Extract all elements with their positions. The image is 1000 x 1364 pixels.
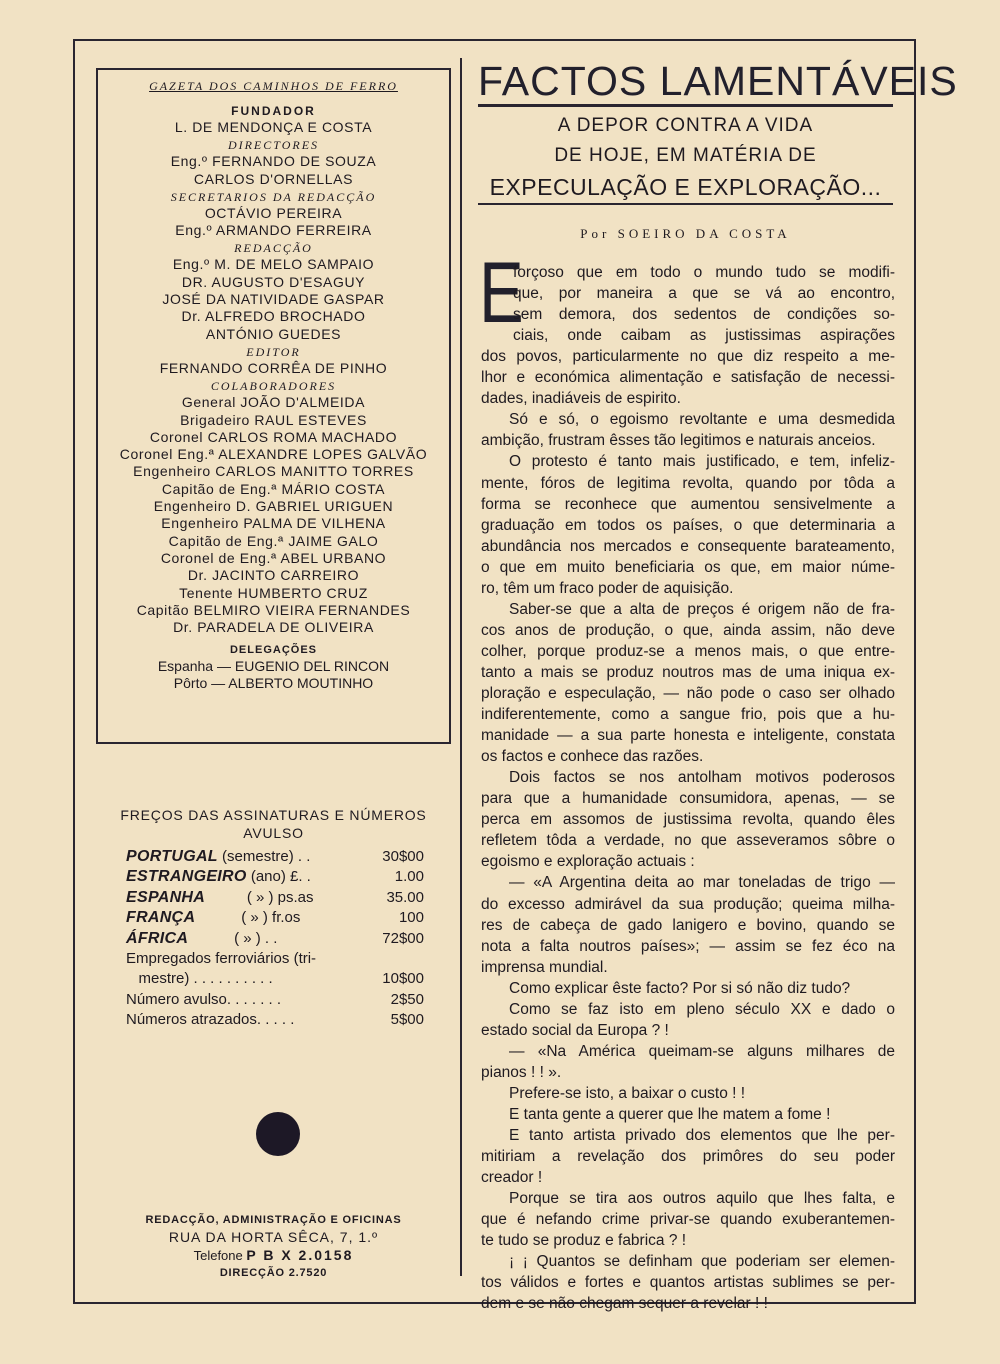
article-line: ambição, frustram êsses tão legitimos e naturais anceios. [481,432,876,450]
article-line: ciais, onde caibam as justissimas aspirações [513,327,895,345]
article-line: os factos e conhece das razões. [481,748,704,766]
price-label [126,930,277,947]
price-period: Empregados ferroviários (tri- [126,949,317,967]
prices-table [126,847,426,1031]
article-line: perca em assomos de justissima revolta, quando êles [481,811,895,829]
phone-line [96,1246,451,1265]
article-line: res de cabeça de gado lanigero e bovino, quando se [481,916,895,934]
colaborador-name: Engenheiro CARLOS MANITTO TORRES [133,463,414,480]
article-line: tanto a mais se produz noutros mas de uma iniqua ex- [481,663,895,681]
article-subtitle: A DEPOR CONTRA A VIDA [557,115,814,136]
column-divider [460,58,462,1276]
redaccao-name: ANTÓNIO GUEDES [205,325,342,342]
colaborador-name: Coronel de Eng.ª ABEL URBANO [160,549,387,566]
price-label [126,970,273,987]
article-line: egoismo e exploração actuais : [481,853,695,871]
article-line: E tanta gente a querer que lhe matem a fome ! [509,1106,831,1123]
phone-number: P B X 2.0158 [246,1247,354,1263]
journal-name: GAZETA DOS CAMINHOS DE FERRO [149,79,398,93]
article-line: O protesto é tanto mais justificado, e tem, infeliz- [509,453,895,471]
article-line: cos anos de produção, o que, ainda assim, não deve [481,621,895,639]
article-line: lhor e económica alimentação e satisfação de necessi- [481,369,895,387]
article-line: ¡ ¡ Quantos se definham que poderiam ser elemen- [509,1253,895,1271]
article-title: FACTOS LAMENTÁVEIS [478,58,958,104]
price-label [126,909,300,926]
delegations-heading: DELEGAÇÕES [229,644,317,657]
article-line: Saber-se que a alta de preços é origem não de fra- [509,600,895,618]
article-line: Porque se tira aos outros aquilo que lhes falta, e [509,1190,895,1208]
article-line: para que a humanidade consumidora, apenas, — se [481,790,895,808]
article-line: Como explicar êste facto? Por si só não diz tudo? [509,979,851,997]
colaborador-name: General JOÃO D'ALMEIDA [181,394,366,411]
article-line: colher, porque produz-se a menos mais, o que entre- [481,642,895,660]
direction-phone: DIRECÇÃO 2.7520 [219,1267,328,1279]
drop-cap: E [479,245,524,341]
price-row [126,929,426,949]
colaborador-name: Tenente HUMBERTO CRUZ [179,584,368,601]
price-period: Números atrazados. . . . . [126,1011,295,1029]
editor-name: FERNANDO CORRÊA DE PINHO [159,359,388,376]
article-line: — «Na América queimam-se alguns milhares de [509,1042,895,1060]
address-block [96,1212,451,1281]
price-label [126,868,311,885]
phone-label: Telefone [193,1248,247,1263]
article-line: tos válidos e fortes e quantos artistas sublimes se per- [481,1274,895,1292]
price-value: 5$00 [390,1011,424,1029]
article-line: dos povos, particularmente no que diz respeito a me- [481,348,895,366]
colaborador-name: Dr. PARADELA DE OLIVEIRA [173,619,374,636]
address-heading: REDACÇÃO, ADMINISTRAÇÃO E OFICINAS [145,1214,402,1226]
article-line: Como se faz isto em pleno século XX e dado o [509,1000,895,1018]
article-line: sem demora, dos sedentos de condições so- [513,306,895,324]
colaborador-name: Engenheiro D. GABRIEL URIGUEN [153,498,394,515]
prices-title [96,806,451,842]
price-row [126,888,426,908]
article-line: Dois factos se nos antolham motivos poderosos [509,769,895,787]
price-value: 10$00 [382,970,424,988]
director-name: Eng.º FERNANDO DE SOUZA [170,153,377,170]
colaborador-name: Coronel Eng.ª ALEXANDRE LOPES GALVÃO [119,446,428,463]
subtitle-rule [478,203,893,205]
directors-heading: DIRECTORES [227,138,320,153]
article-line: — «A Argentina deita ao mar toneladas de trigo — [509,874,895,892]
article-line: creador ! [481,1169,543,1187]
street-address: RUA DA HORTA SÊCA, 7, 1.º [168,1229,379,1245]
redaccao-name: DR. AUGUSTO D'ESAGUY [181,273,366,290]
article-line: indiferentemente, como a sangue frio, pois que a hu- [481,706,895,724]
colaboradores-list [98,394,449,636]
colaborador-name: Coronel CARLOS ROMA MACHADO [149,428,398,445]
director-name: CARLOS D'ORNELLAS [193,170,354,187]
article-line: nota a falta noutros países»; — assim se fez éco na [481,937,895,955]
price-period: (ano) £. . [246,868,311,886]
delegation-entry: Pôrto — ALBERTO MOUTINHO [173,675,374,692]
editor-heading: EDITOR [246,344,301,359]
prices-title-line: FREÇOS DAS ASSINATURAS E NÚMEROS [120,807,427,823]
price-period: Número avulso. . . . . . . [126,990,282,1008]
price-row [126,908,426,928]
price-value: 100 [398,909,424,927]
price-period: ( » ) . . [188,929,278,947]
price-value: 2$50 [390,990,424,1008]
founder-heading: FUNDADOR [231,104,316,118]
price-row [126,969,426,989]
article-line: te tudo se produz e fabrica ? ! [481,1232,687,1250]
redaccao-name: Dr. ALFREDO BROCHADO [181,308,366,325]
article-line: que é nefando crime privar-se quando exuberantemen- [481,1211,895,1229]
price-label [126,1011,294,1028]
price-region: ÁFRICA [126,929,189,947]
price-region: PORTUGAL [126,848,218,865]
price-value: 72$00 [382,929,424,947]
redaccao-name: JOSÉ DA NATIVIDADE GASPAR [162,291,385,308]
price-row [126,949,426,969]
article-line: refletem tôda a verdade, no que asseveramos sôbre o [481,832,895,850]
article-line: graduação em todos os países, o que determinaria a [481,516,895,534]
article-line: manidade — a sua parte honesta e inteligente, constata [481,727,895,745]
price-region: ESTRANGEIRO [126,868,247,886]
colaboradores-heading: COLABORADORES [210,379,337,394]
article-line: mente, fóros de legitima revolta, quando por tôda a [481,474,895,492]
secretaries-heading: SECRETARIOS DA REDACÇÃO [170,189,377,204]
price-region: ESPANHA [126,888,206,906]
article-line: do excesso admirável da sua produção; queima milha- [481,895,895,913]
article-line: o que em muito beneficiaria os que, em maior núme- [481,558,895,576]
price-label [126,889,314,906]
article-line: forma se reconhece que aumentou sensivelmente a [481,495,895,513]
prices-title-line: AVULSO [243,825,304,841]
price-value: 30$00 [382,848,424,865]
article-line: forçoso que em todo o mundo tudo se modifi- [513,264,895,281]
article-line: Só e só, o egoismo revoltante e uma desmedida [509,411,895,429]
colaborador-name: Dr. JACINTO CARREIRO [187,567,360,584]
price-row [126,990,426,1010]
price-value: 1.00 [394,868,424,886]
colaborador-name: Capitão de Eng.ª JAIME GALO [168,532,379,549]
price-row [126,1010,426,1030]
price-value: 35.00 [386,888,424,906]
colaborador-name: Brigadeiro RAUL ESTEVES [180,411,367,428]
price-row [126,867,426,887]
article-line: pianos ! ! ». [481,1063,562,1081]
article-subtitle: DE HOJE, EM MATÉRIA DE [554,145,817,166]
redaccao-name: Eng.º M. DE MELO SAMPAIO [172,256,375,273]
price-period: ( » ) fr.os [195,909,301,927]
article-subtitle-emphasis: EXPECULAÇÃO E EXPLORAÇÃO... [489,174,882,200]
delegation-entry: Espanha — EUGENIO DEL RINCON [157,658,390,675]
article-line: estado social da Europa ? ! [481,1021,669,1039]
article-line: E tanto artista privado dos elementos que lhe per- [509,1127,895,1145]
article-line: ploração e especulação, — não pode o caso ser olhado [481,685,895,702]
secretary-name: Eng.º ARMANDO FERREIRA [175,222,372,239]
colaborador-name: Capitão BELMIRO VIEIRA FERNANDES [136,601,411,618]
price-region: FRANÇA [126,909,196,927]
article-line: ro, têm um fraco poder de aquisição. [481,579,734,597]
price-period: (semestre) . . [217,848,311,865]
article-byline: Por SOEIRO DA COSTA [580,226,791,241]
title-rule [478,104,893,107]
price-label [126,991,281,1008]
colaborador-name: Capitão de Eng.ª MÁRIO COSTA [161,480,386,497]
article-line: imprensa mundial. [481,958,608,976]
price-label [126,848,310,865]
masthead-box [96,68,451,744]
article-line: dades, inadiáveis de espirito. [481,390,681,408]
price-row [126,847,426,867]
article-line: Prefere-se isto, a baixar o custo ! ! [509,1084,746,1102]
founder-name: L. DE MENDONÇA E COSTA [174,119,373,135]
colaborador-name: Engenheiro PALMA DE VILHENA [161,515,386,532]
article-line: mitiriam a revelação dos primôres do seu poder [481,1148,895,1166]
price-period: mestre) . . . . . . . . . . [126,970,273,988]
ornament-dot [256,1112,300,1156]
article-line: que, por maneira a que se vá ao encontro, [513,285,895,303]
redaccao-heading: REDACÇÃO [234,241,313,256]
price-period: ( » ) ps.as [205,888,314,906]
price-label [126,950,316,967]
article-line: abundância nos mercados e consequente barateamento, [481,537,895,555]
article-line: dem e se não chegam sequer a revelar ! ! [481,1295,768,1313]
secretary-name: OCTÁVIO PEREIRA [204,204,343,221]
